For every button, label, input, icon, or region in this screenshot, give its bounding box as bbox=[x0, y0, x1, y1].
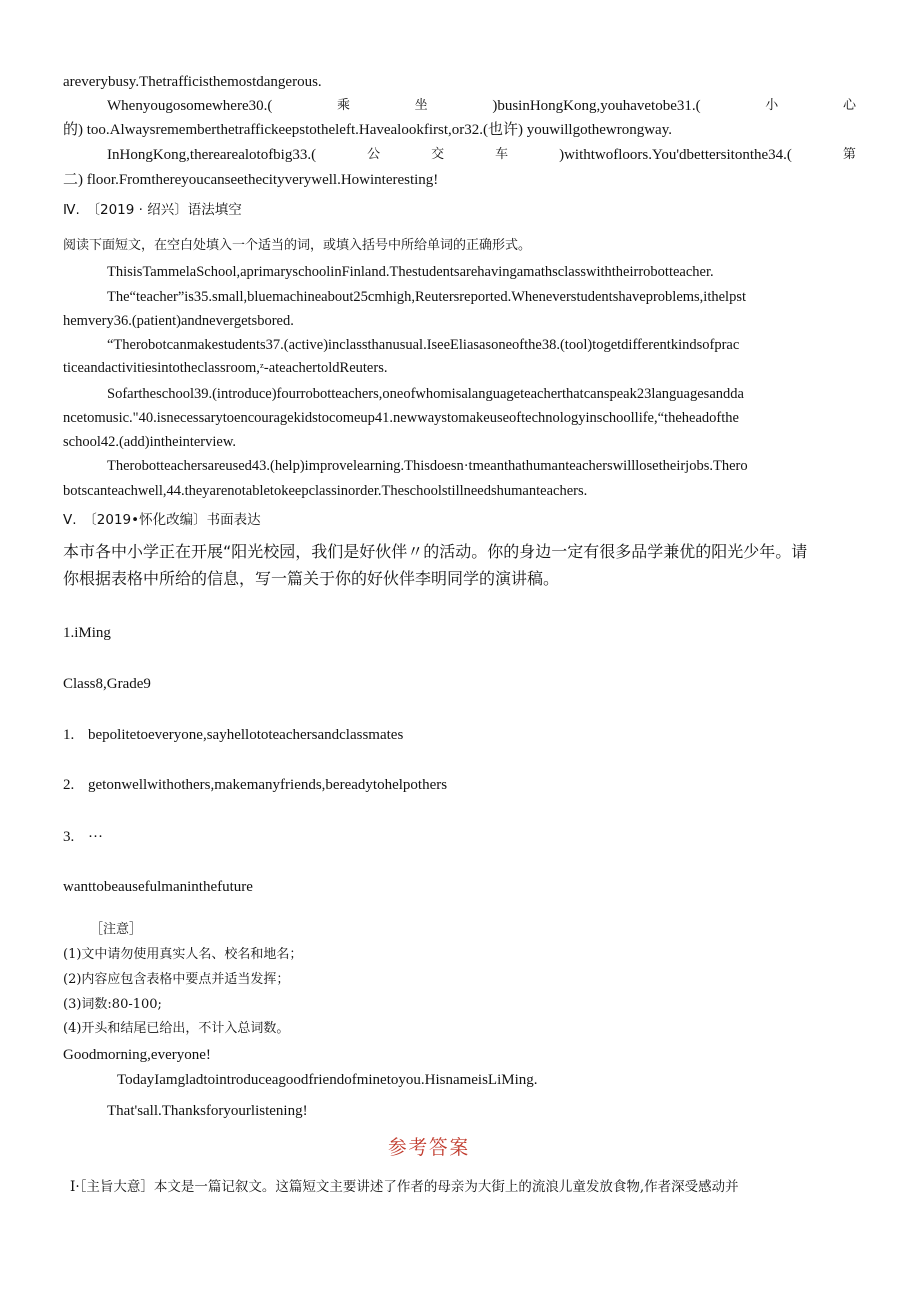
info-item-text: bepolitetoeveryone,sayhellototeachersandclassmates bbox=[88, 727, 404, 743]
note-2: (2)内容应包含表格中要点并适当发挥； bbox=[63, 972, 290, 987]
speech-intro: TodayIamgladtointroduceagoodfriendofminetoyou.HisnameisLiMing. bbox=[117, 1072, 538, 1088]
section5-heading: Ⅴ. 〔2019•怀化改编〕书面表达 bbox=[63, 512, 261, 528]
line4-part-c: 交 bbox=[431, 147, 445, 162]
section4-line-10: botscanteachwell,44.theyarenotabletokeepclassinorder.Theschoolstillneedshumanteachers. bbox=[63, 483, 588, 499]
info-class: Class8,Grade9 bbox=[63, 676, 151, 692]
note-3: (3)词数:80-100; bbox=[63, 997, 162, 1012]
passage-line-4 bbox=[107, 145, 856, 165]
line2-part-e: 小 bbox=[765, 98, 779, 113]
info-item-number: 3. bbox=[63, 829, 75, 845]
line4-part-f: 第 bbox=[842, 147, 856, 162]
section4-line-2: The“teacher”is35.small,bluemachineabout25cmhigh,Reutersreported.Wheneverstudentshaveproblems,ithelpst bbox=[107, 289, 746, 305]
info-item-3 bbox=[63, 827, 103, 847]
section4-heading: Ⅳ. 〔2019 · 绍兴〕语法填空 bbox=[63, 202, 242, 218]
section4-line-8: school42.(add)intheinterview. bbox=[63, 434, 237, 450]
passage-line-2 bbox=[107, 96, 856, 116]
note-1: (1)文中请勿使用真实人名、校名和地名； bbox=[63, 947, 303, 962]
info-name: 1.iMing bbox=[63, 625, 111, 641]
notes-title: ［注意］ bbox=[90, 922, 143, 937]
answers-first-line: Ⅰ·［主旨大意］本文是一篇记叙文。这篇短文主要讲述了作者的母亲为大街上的流浪儿童发放食物,作者深受感动并 bbox=[70, 1179, 739, 1195]
line2-part-c: 坐 bbox=[414, 98, 428, 113]
answers-title: 参考答案 bbox=[387, 1135, 471, 1159]
passage-line-1: areverybusy.Thetrafficisthemostdangerous. bbox=[63, 74, 322, 90]
line4-part-a: InHongKong,therearealotofbig33.( bbox=[107, 147, 317, 163]
line4-part-b: 公 bbox=[367, 147, 381, 162]
line2-part-b: 乘 bbox=[337, 98, 351, 113]
section4-line-7: ncetomusic."40.isnecessarytoencouragekidstocomeup41.newwaystomakeuseoftechnologyinschoollife,“theheadofthe bbox=[63, 410, 739, 426]
speech-closing: That'sall.Thanksforyourlistening! bbox=[107, 1103, 308, 1119]
passage-line-5: 二) floor.Fromthereyoucanseethecityverywell.Howinteresting! bbox=[63, 172, 439, 188]
line2-part-f: 心 bbox=[842, 98, 856, 113]
section4-line-3: hemvery36.(patient)andnevergetsbored. bbox=[63, 313, 294, 329]
line2-part-a: Whenyougosomewhere30.( bbox=[107, 98, 273, 114]
section4-instruction: 阅读下面短文，在空白处填入一个适当的词，或填入括号中所给单词的正确形式。 bbox=[63, 238, 532, 253]
passage-line-3: 的) too.Alwaysrememberthetraffickeepstotheleft.Havealookfirst,or32.(也许) youwillgothewrongway. bbox=[63, 122, 672, 138]
info-item-2 bbox=[63, 775, 447, 795]
line4-part-d: 车 bbox=[495, 147, 509, 162]
section4-line-1: ThisisTammelaSchool,aprimaryschoolinFinland.Thestudentsarehavingamathsclasswiththeirrobotteacher. bbox=[107, 264, 714, 280]
section4-line-9: Therobotteachersareused43.(help)improvelearning.Thisdoesn·tmeanthathumanteacherswilllosetheirjobs.Thero bbox=[107, 458, 748, 474]
section5-prompt-line-2: 你根据表格中所给的信息，写一篇关于你的好伙伴李明同学的演讲稿。 bbox=[63, 569, 560, 588]
info-item-1 bbox=[63, 725, 403, 745]
speech-opening: Goodmorning,everyone! bbox=[63, 1047, 211, 1063]
section5-prompt-line-1: 本市各中小学正在开展“阳光校园，我们是好伙伴〃的活动。你的身边一定有很多品学兼优的阳光少年。请 bbox=[63, 542, 808, 561]
section4-line-6: Sofartheschool39.(introduce)fourrobotteachers,oneofwhomisalanguageteacherthatcanspeak23languagesanddа bbox=[107, 386, 744, 402]
line2-part-d: )businHongKong,youhavetobe31.( bbox=[492, 98, 701, 114]
info-wish: wanttobeausefulmaninthefuture bbox=[63, 879, 253, 895]
line4-part-e: )withtwofloors.You'dbettersitonthe34.( bbox=[559, 147, 792, 163]
info-item-number: 1. bbox=[63, 727, 75, 743]
info-item-text: getonwellwithothers,makemanyfriends,bereadytohelpothers bbox=[88, 777, 448, 793]
section4-line-4: “Therobotcanmakestudents37.(active)inclassthanusual.IseeEliasasoneofthe38.(tool)togetdifferentkindsofprac bbox=[107, 337, 740, 353]
note-4: (4)开头和结尾已给出，不计入总词数。 bbox=[63, 1021, 290, 1036]
info-item-text: ··· bbox=[88, 829, 103, 845]
section4-line-5: ticeandactivitiesintotheclassroom,ᶻ-ateachertoldReuters. bbox=[63, 360, 388, 376]
info-item-number: 2. bbox=[63, 777, 75, 793]
